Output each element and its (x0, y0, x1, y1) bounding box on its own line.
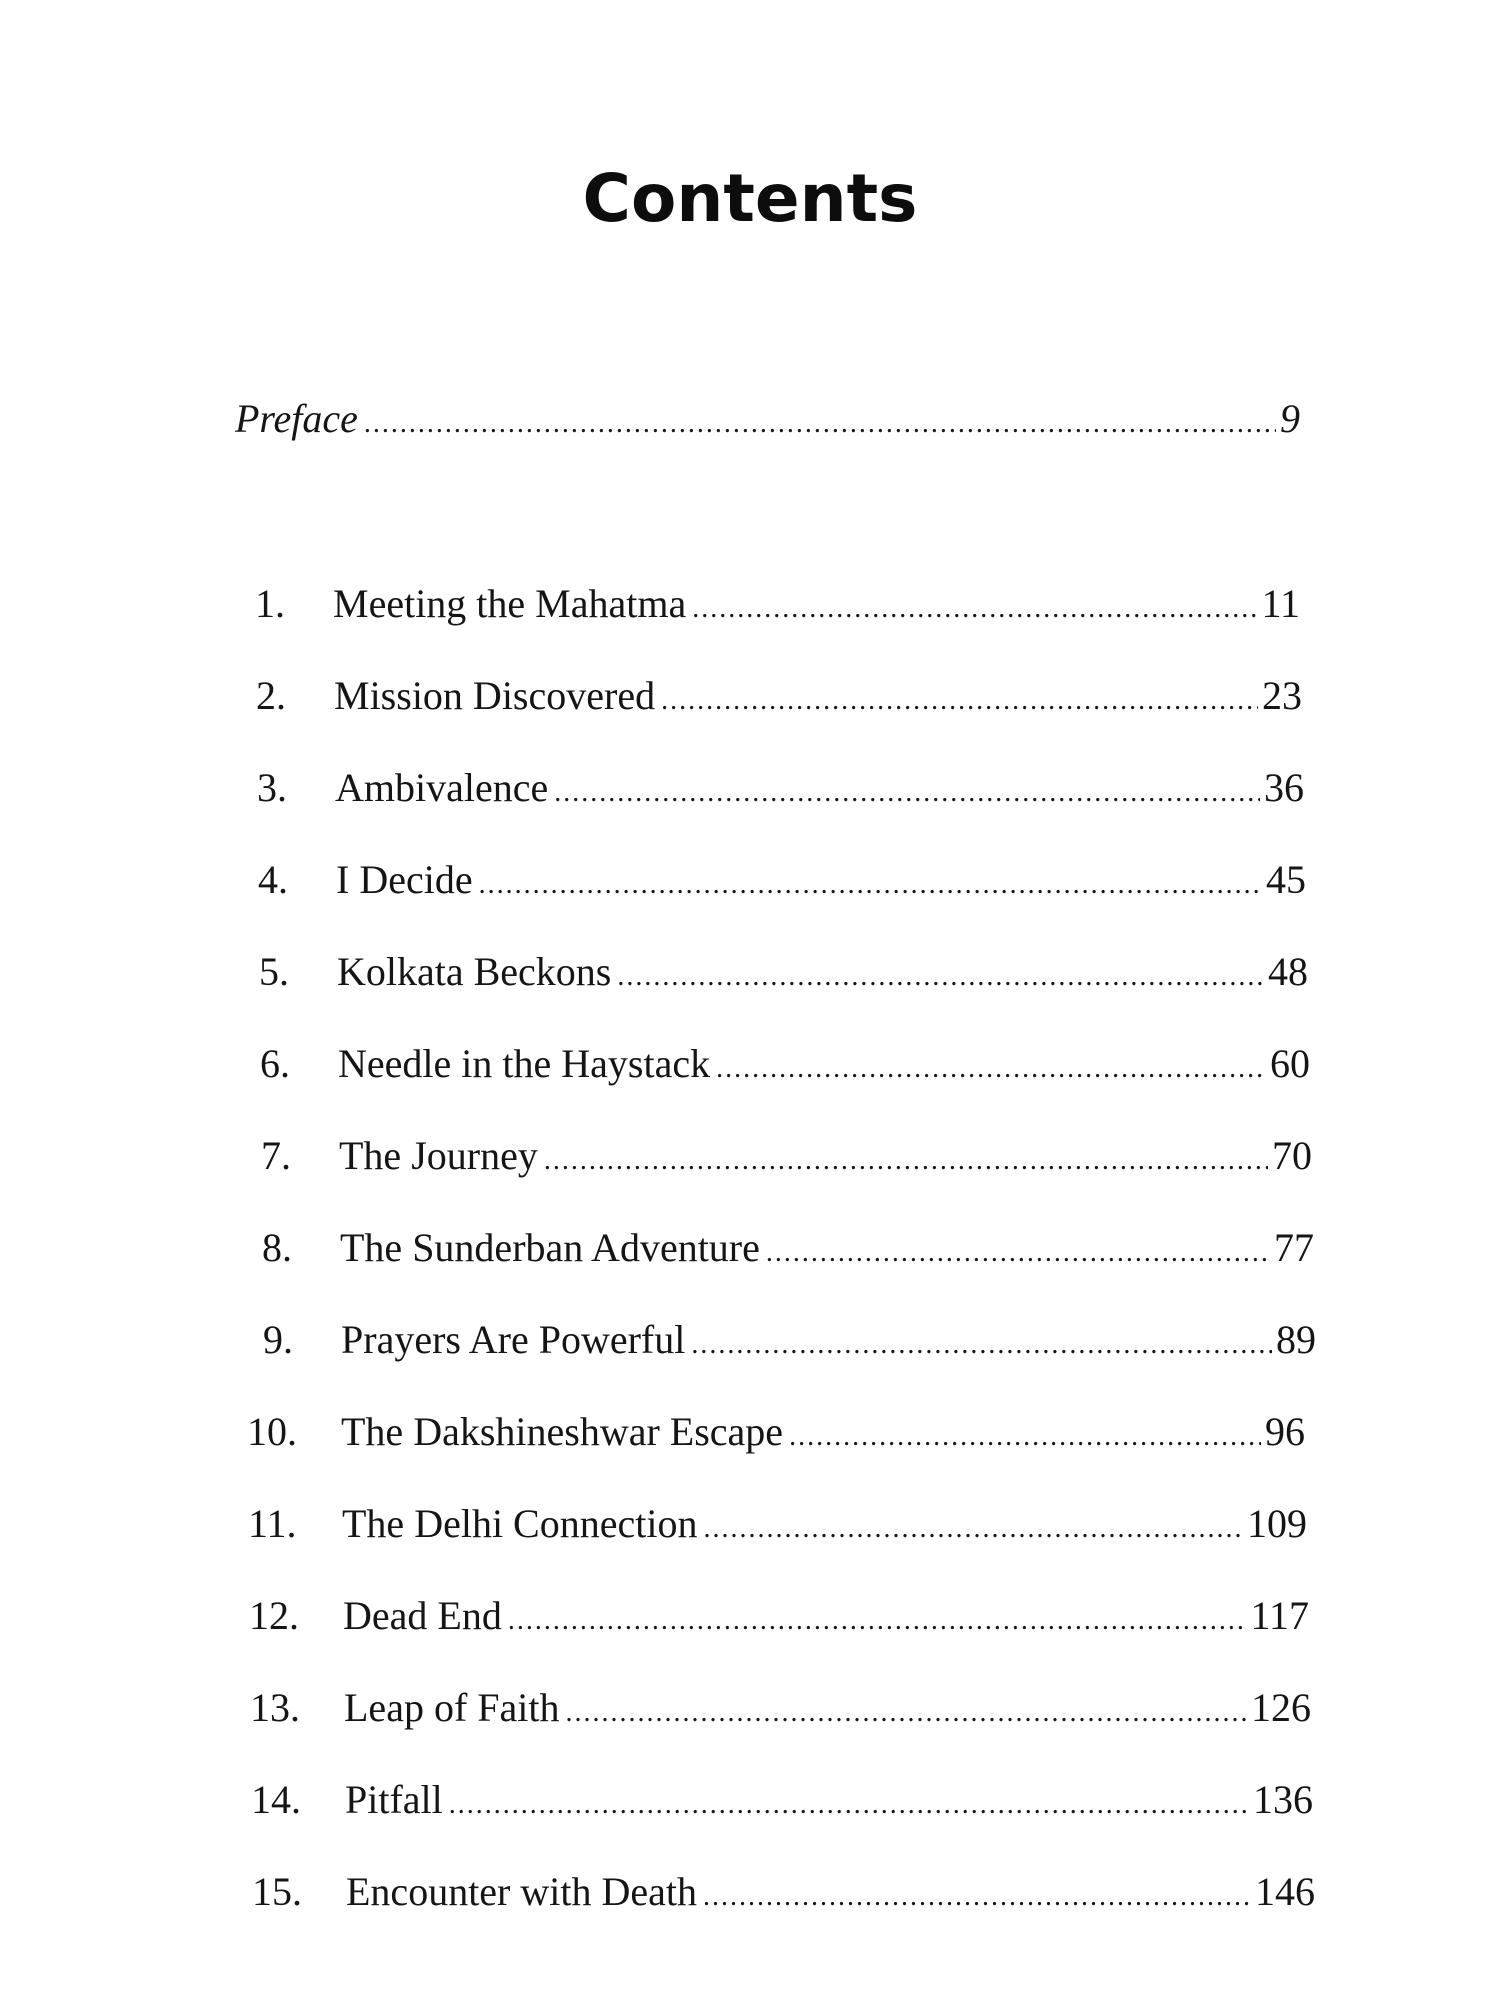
chapter-title: The Delhi Connection (342, 1501, 698, 1546)
chapter-title: Kolkata Beckons (337, 949, 612, 994)
chapter-title: Meeting the Mahatma (333, 581, 687, 626)
chapter-number: 2. (256, 673, 286, 718)
chapter-title: The Dakshineshwar Escape (341, 1409, 784, 1454)
dot-leader (479, 871, 1262, 899)
chapter-number: 6. (260, 1041, 290, 1086)
dot-leader (449, 1791, 1249, 1819)
chapter-title: Dead End (343, 1593, 502, 1638)
dot-leader (703, 1515, 1243, 1543)
chapter-number: 4. (258, 857, 288, 902)
toc-entry (247, 1408, 1305, 1455)
chapter-number: 5. (259, 949, 289, 994)
toc-entry (260, 1040, 1310, 1087)
chapter-page: 109 (1247, 1501, 1307, 1546)
chapter-number: 1. (255, 581, 285, 626)
toc-entry (248, 1500, 1307, 1547)
chapter-page: 136 (1253, 1777, 1313, 1822)
chapter-page: 89 (1276, 1317, 1316, 1362)
dot-leader (364, 410, 1276, 438)
page-title: Contents (582, 160, 918, 237)
chapter-page: 117 (1250, 1593, 1309, 1638)
dot-leader (716, 1055, 1266, 1083)
chapter-number: 9. (263, 1317, 293, 1362)
chapter-title: Prayers Are Powerful (341, 1317, 686, 1362)
dot-leader (789, 1423, 1261, 1451)
preface-label: Preface (235, 396, 358, 441)
chapter-page: 60 (1270, 1041, 1310, 1086)
chapter-title: Ambivalence (335, 765, 549, 810)
dot-leader (691, 1331, 1272, 1359)
dot-leader (554, 779, 1260, 807)
dot-leader (617, 963, 1264, 991)
chapter-title: Needle in the Haystack (338, 1041, 711, 1086)
chapter-page: 70 (1272, 1133, 1312, 1178)
chapter-title: The Journey (339, 1133, 538, 1178)
chapter-page: 146 (1255, 1869, 1315, 1914)
dot-leader (661, 687, 1258, 715)
toc-preface (235, 395, 1300, 442)
chapter-number: 12. (249, 1593, 299, 1638)
toc-entry (263, 1316, 1316, 1363)
toc-entry (259, 948, 1308, 995)
chapter-title: Encounter with Death (346, 1869, 697, 1914)
chapter-number: 15. (252, 1869, 302, 1914)
dot-leader (703, 1883, 1251, 1911)
chapter-page: 23 (1262, 673, 1302, 718)
chapter-number: 11. (248, 1501, 297, 1546)
dot-leader (544, 1147, 1268, 1175)
chapter-number: 10. (247, 1409, 297, 1454)
chapter-page: 96 (1265, 1409, 1305, 1454)
dot-leader (508, 1607, 1247, 1635)
chapter-page: 11 (1261, 581, 1300, 626)
chapter-title: Mission Discovered (334, 673, 656, 718)
toc-entry (262, 1224, 1314, 1271)
chapter-page: 48 (1268, 949, 1308, 994)
toc-entry (251, 1776, 1313, 1823)
chapter-title: Pitfall (345, 1777, 443, 1822)
chapter-number: 14. (251, 1777, 301, 1822)
chapter-page: 45 (1266, 857, 1306, 902)
chapter-page: 36 (1264, 765, 1304, 810)
chapter-page: 77 (1274, 1225, 1314, 1270)
chapter-page: 126 (1251, 1685, 1311, 1730)
chapter-title: I Decide (336, 857, 473, 902)
toc-entry (255, 580, 1300, 627)
chapter-title: The Sunderban Adventure (340, 1225, 760, 1270)
toc-entry (258, 856, 1306, 903)
dot-leader (566, 1699, 1248, 1727)
chapter-number: 13. (250, 1685, 300, 1730)
chapter-number: 3. (257, 765, 287, 810)
toc-entry (261, 1132, 1312, 1179)
dot-leader (692, 595, 1257, 623)
toc-entry (249, 1592, 1309, 1639)
toc-entry (252, 1868, 1315, 1915)
chapter-number: 8. (262, 1225, 292, 1270)
toc-entry (257, 764, 1304, 811)
chapter-number: 7. (261, 1133, 291, 1178)
toc-entry (256, 672, 1302, 719)
chapter-title: Leap of Faith (344, 1685, 560, 1730)
preface-page: 9 (1280, 396, 1300, 441)
toc-entry (250, 1684, 1311, 1731)
dot-leader (766, 1239, 1270, 1267)
